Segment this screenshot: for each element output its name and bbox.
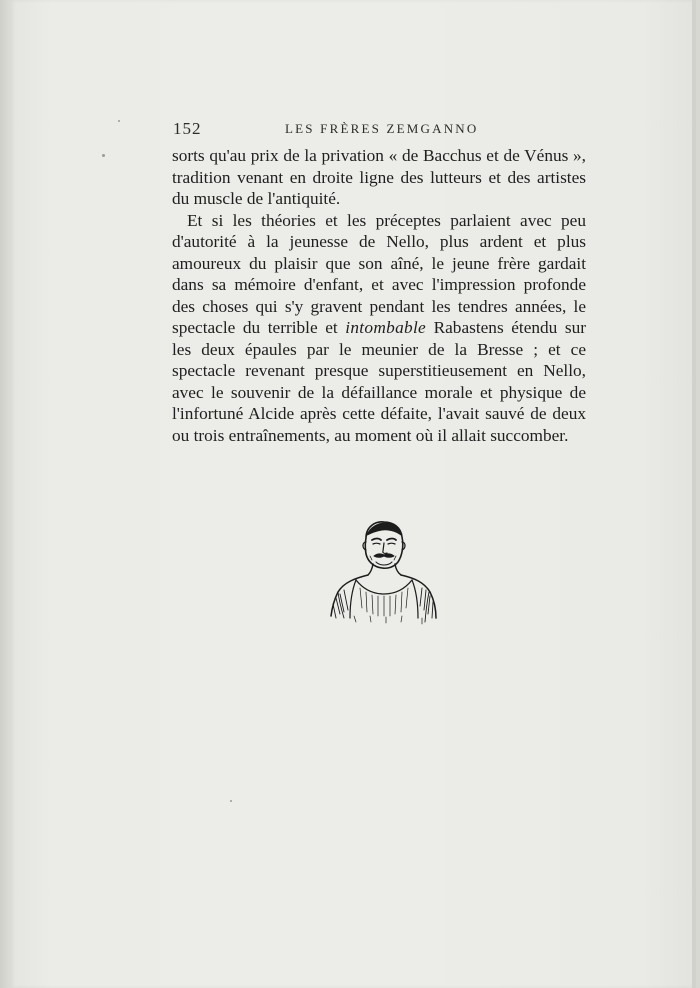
italic-word: intombable bbox=[345, 318, 427, 337]
paragraph-text-after-italic: Rabastens étendu sur les deux épaules par le meunier de la Bresse ; et ce spectacle revenant presque superstitieusement en Nello, avec le souvenir de la défaillance morale et physique de l'infortuné Alcide après cette défaite, l'avait sauvé de deux ou trois entraînements, au moment où il allait succomber. bbox=[172, 318, 587, 445]
running-header bbox=[173, 119, 583, 141]
book-title: LES FRÈRES ZEMGANNO bbox=[285, 121, 479, 136]
book-gutter-edge bbox=[0, 0, 10, 988]
page-number: 152 bbox=[173, 119, 202, 138]
paper-speck bbox=[230, 800, 232, 802]
paragraph-continuation: sorts qu'au prix de la privation « de Bacchus et de Vénus », tradition venant en droite ligne des lutteurs et des artistes du muscle de l'antiquité. bbox=[172, 146, 586, 208]
paragraph-main bbox=[172, 210, 586, 447]
paragraph-text-before-italic: Et si les théories et les préceptes parlaient avec peu d'autorité à la jeunesse de Nello, plus ardent et plus amoureux du plaisir que son aîné, le jeune frère gardait dans sa mémoire d'enfant, et avec l'impression profonde des choses qui s'y gravent pendant les tendres années, le spectacle du terrible et bbox=[172, 210, 586, 337]
paper-speck bbox=[118, 120, 120, 122]
page-right-edge bbox=[692, 0, 696, 988]
paper-speck bbox=[102, 154, 105, 157]
wrestler-portrait-illustration bbox=[326, 518, 442, 628]
body-text bbox=[172, 145, 586, 446]
